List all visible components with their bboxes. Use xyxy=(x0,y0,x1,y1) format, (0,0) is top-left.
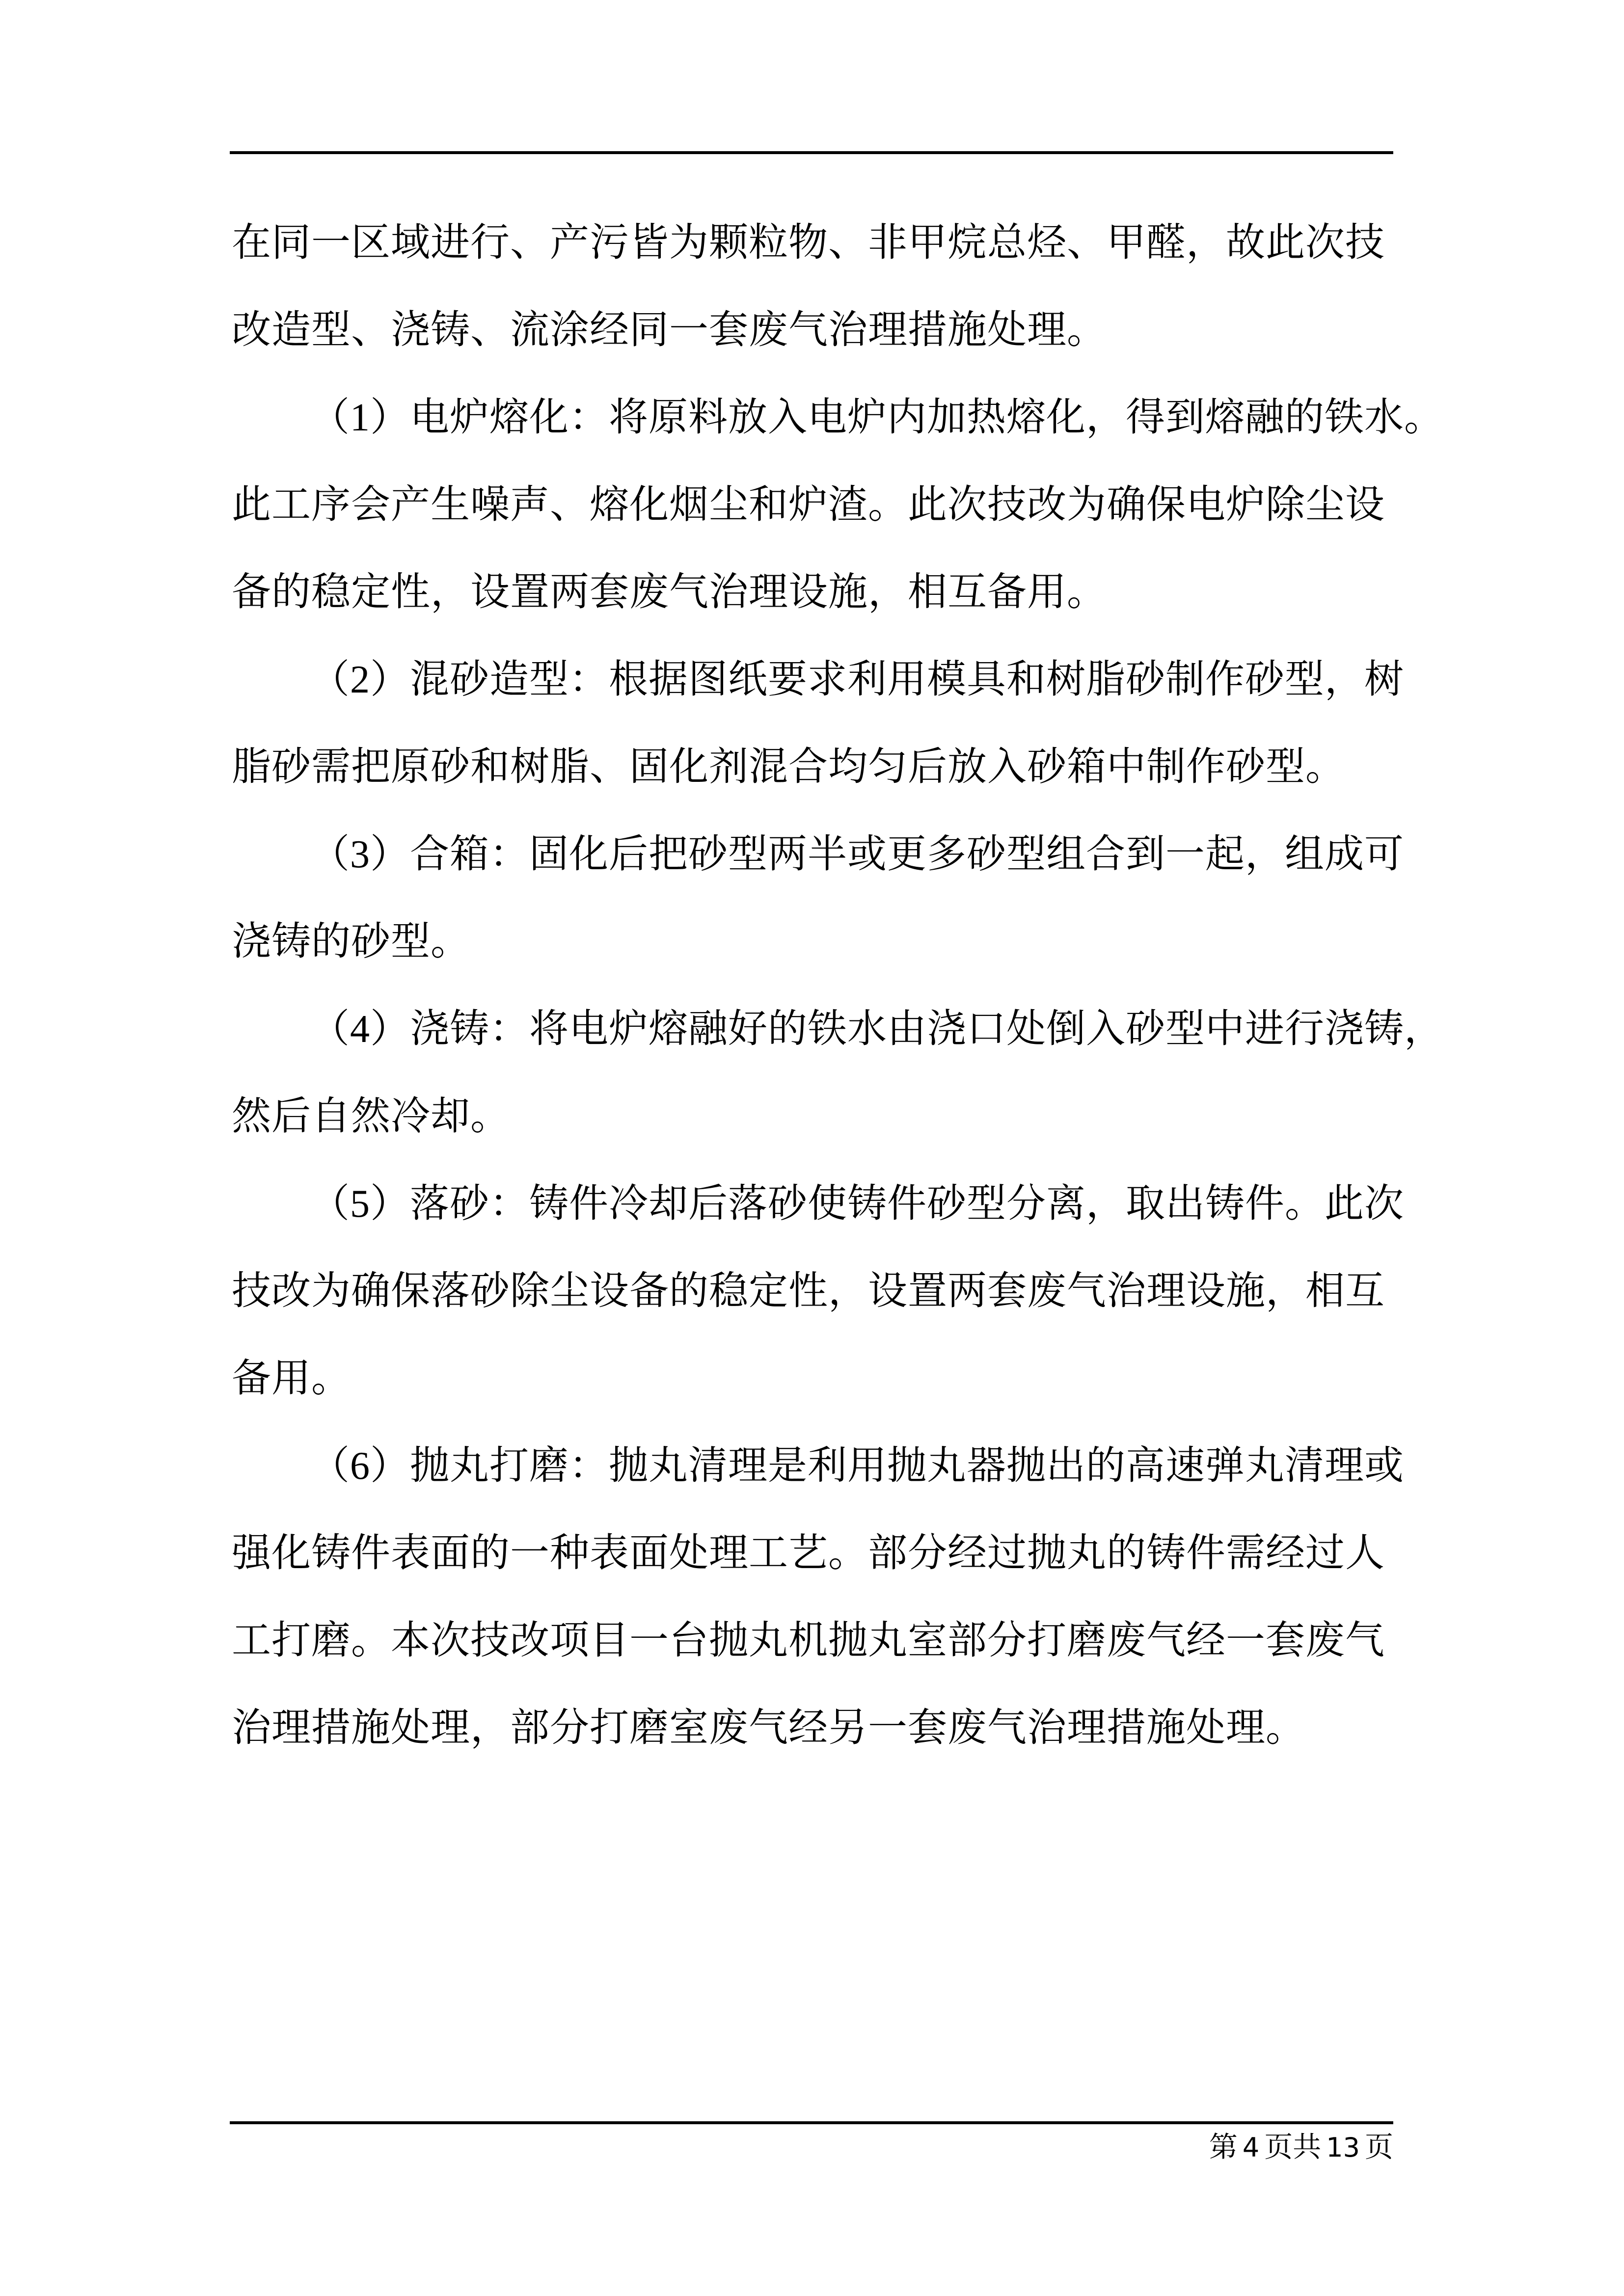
body-line: 然后自然冷却。 xyxy=(232,1095,510,1138)
header-rule xyxy=(230,151,1393,154)
body-line: 浇铸的砂型。 xyxy=(232,920,470,963)
body-line: 改造型、浇铸、流涂经同一套废气治理措施处理。 xyxy=(232,309,1107,352)
footer-page-total: 13 xyxy=(1326,2132,1360,2163)
body-line: （2）混砂造型：根据图纸要求利用模具和树脂砂制作砂型，树 xyxy=(310,658,1404,701)
footer-label-middle: 页共 xyxy=(1264,2131,1322,2163)
body-line: 强化铸件表面的一种表面处理工艺。部分经过抛丸的铸件需经过人 xyxy=(232,1532,1385,1575)
body-line: （4）浇铸：将电炉熔融好的铁水由浇口处倒入砂型中进行浇铸， xyxy=(310,1008,1444,1051)
body-line: （3）合箱：固化后把砂型两半或更多砂型组合到一起，组成可 xyxy=(310,833,1404,876)
body-line: 备的稳定性，设置两套废气治理设施，相互备用。 xyxy=(232,571,1107,614)
page-footer xyxy=(230,2128,1393,2167)
body-text xyxy=(232,199,1444,1772)
footer-rule xyxy=(230,2121,1393,2124)
body-line: （1）电炉熔化：将原料放入电炉内加热熔化，得到熔融的铁水。 xyxy=(310,396,1444,439)
body-line: 治理措施处理，部分打磨室废气经另一套废气治理措施处理。 xyxy=(232,1707,1305,1750)
footer-label-prefix: 第 xyxy=(1209,2131,1238,2163)
body-line: 工打磨。本次技改项目一台抛丸机抛丸室部分打磨废气经一套废气 xyxy=(232,1619,1385,1662)
footer-page-number: 4 xyxy=(1242,2132,1260,2163)
body-line: 备用。 xyxy=(232,1357,351,1400)
body-line: 技改为确保落砂除尘设备的稳定性，设置两套废气治理设施，相互 xyxy=(232,1270,1385,1313)
body-line: （6）抛丸打磨：抛丸清理是利用抛丸器抛出的高速弹丸清理或 xyxy=(310,1444,1404,1488)
footer-label-suffix: 页 xyxy=(1364,2131,1393,2163)
body-line: 在同一区域进行、产污皆为颗粒物、非甲烷总烃、甲醛，故此次技 xyxy=(232,221,1385,265)
body-line: 脂砂需把原砂和树脂、固化剂混合均匀后放入砂箱中制作砂型。 xyxy=(232,746,1345,789)
body-line: （5）落砂：铸件冷却后落砂使铸件砂型分离，取出铸件。此次 xyxy=(310,1182,1404,1226)
body-line: 此工序会产生噪声、熔化烟尘和炉渣。此次技改为确保电炉除尘设 xyxy=(232,483,1385,527)
